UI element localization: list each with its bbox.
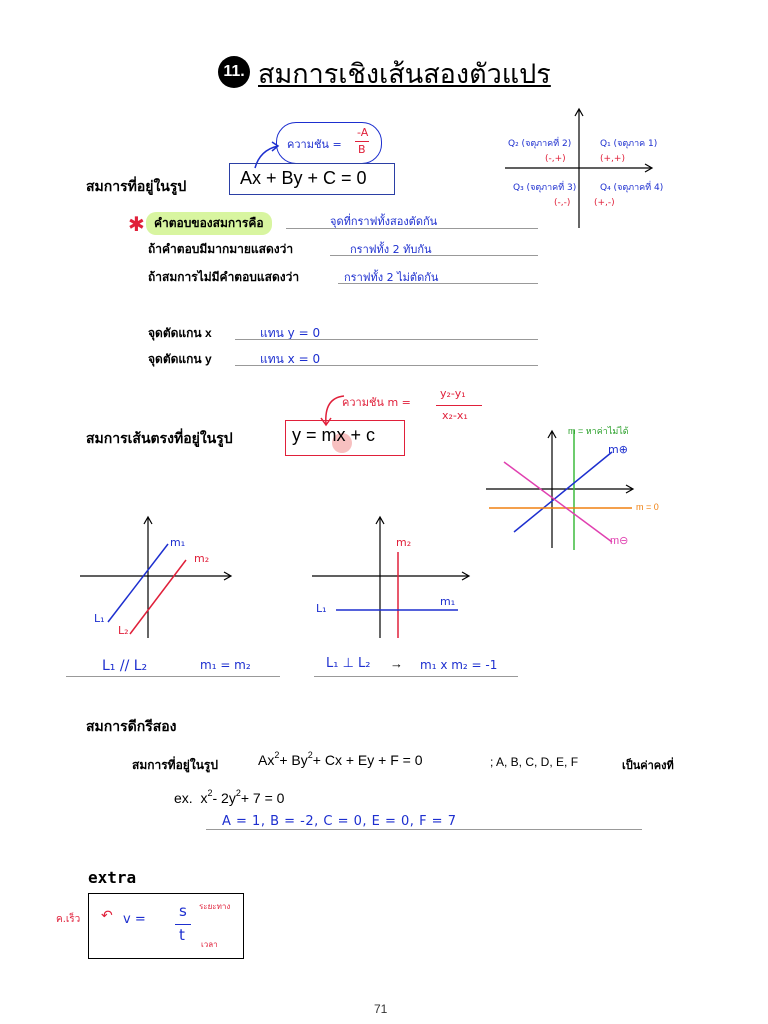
extra-side-note: ค.เร็ว [56,914,81,925]
x-intercept-value: แทน y = 0 [260,326,321,340]
extra-title: extra [88,868,137,887]
parallel-caption-left: L₁ // L₂ [102,658,148,674]
perp-l1-label: L₁ [316,602,327,615]
slope-positive-label: m⊕ [608,443,628,456]
quadrant-4-sign: (+,-) [594,198,615,208]
perp-arrow-icon: → [390,656,403,671]
quadratic-section-title: สมการดีกรีสอง [86,718,177,734]
answer-label: คำตอบของสมการคือ [146,212,272,235]
slope-zero-label: m = 0 [636,502,659,512]
perp-m2-label: m₂ [396,536,412,549]
quadrant-3-sign: (-,-) [554,198,571,208]
form-equation: Ax + By + C = 0 [240,168,367,188]
form-label: สมการที่อยู่ในรูป [86,178,187,194]
perp-caption-left: L₁ ⊥ L₂ [326,656,371,671]
section-number-badge [218,56,250,88]
page-number: 71 [374,1002,388,1016]
quadrant-1-label: Q₁ (จตุภาค 1) [600,139,658,149]
slope-note: ความชัน = -A B [276,122,382,164]
quadratic-constants-note: เป็นค่าคงที่ [622,760,674,772]
none-label: ถ้าสมการไม่มีคำตอบแสดงว่า [148,270,300,284]
answer-value: จุดที่กราฟทั้งสองตัดกัน [330,215,438,228]
parallel-caption-right: m₁ = m₂ [200,658,251,672]
none-value: กราฟทั้ง 2 ไม่ตัดกัน [344,271,439,284]
line-equation-box [285,420,405,456]
time-note: เวลา [201,940,218,949]
extra-box: ↶ v = s t ระยะทาง เวลา [88,893,244,959]
quadrant-2-sign: (-,+) [545,154,566,164]
line-equation: y = mx + c [292,425,376,445]
quadratic-constants: ; A, B, C, D, E, F [490,755,579,769]
form-equation-box [229,163,395,195]
parallel-m2-label: m₂ [194,552,210,565]
y-intercept-label: จุดตัดแกน y [148,352,212,366]
perp-caption-right: m₁ x m₂ = -1 [420,658,498,672]
quadrant-2-label: Q₂ (จตุภาคที่ 2) [508,139,572,149]
perp-m1-label: m₁ [440,595,456,608]
quadratic-form-equation: $Ax^2+ By^2+ Cx + Ey + F = 0$ [258,750,423,768]
quadrant-axes [505,106,658,232]
quadratic-form-label: สมการที่อยู่ในรูป [132,758,218,772]
parallel-m1-label: m₁ [170,536,186,549]
many-label: ถ้าคำตอบมีมากมายแสดงว่า [148,242,294,256]
parallel-l2-label: L₂ [118,624,129,637]
perpendicular-lines-graph [308,514,478,644]
velocity-label: v = [123,912,146,927]
slope-undefined-label: m = หาค่าไม่ได้ [568,426,629,436]
example-equation: ex. $x^2-$ $2y^2+ 7 = 0$ [174,788,285,806]
page-title: สมการเชิงเส้นสองตัวแปร [258,59,551,89]
x-intercept-label: จุดตัดแกน x [148,326,212,340]
quadrant-4-label: Q₄ (จตุภาคที่ 4) [600,183,664,193]
time-symbol: t [179,926,185,944]
many-value: กราฟทั้ง 2 ทับกัน [350,243,432,256]
slope-formula: ความชัน m = y₂-y₁ x₂-x₁ [342,387,492,431]
quadrant-3-label: Q₃ (จตุภาคที่ 3) [513,183,577,193]
y-intercept-value: แทน x = 0 [260,352,321,366]
distance-symbol: s [179,902,187,920]
parallel-l1-label: L₁ [94,612,105,625]
asterisk-icon: ✱ [128,212,145,236]
line-form-label: สมการเส้นตรงที่อยู่ในรูป [86,430,233,446]
distance-note: ระยะทาง [199,902,231,911]
slope-negative-label: m⊖ [610,535,629,547]
example-answer: A = 1, B = -2, C = 0, E = 0, F = 7 [222,814,457,829]
section-number: 11. [223,63,245,80]
slope-cases-graph [484,422,654,552]
quadrant-1-sign: (+,+) [600,154,625,164]
